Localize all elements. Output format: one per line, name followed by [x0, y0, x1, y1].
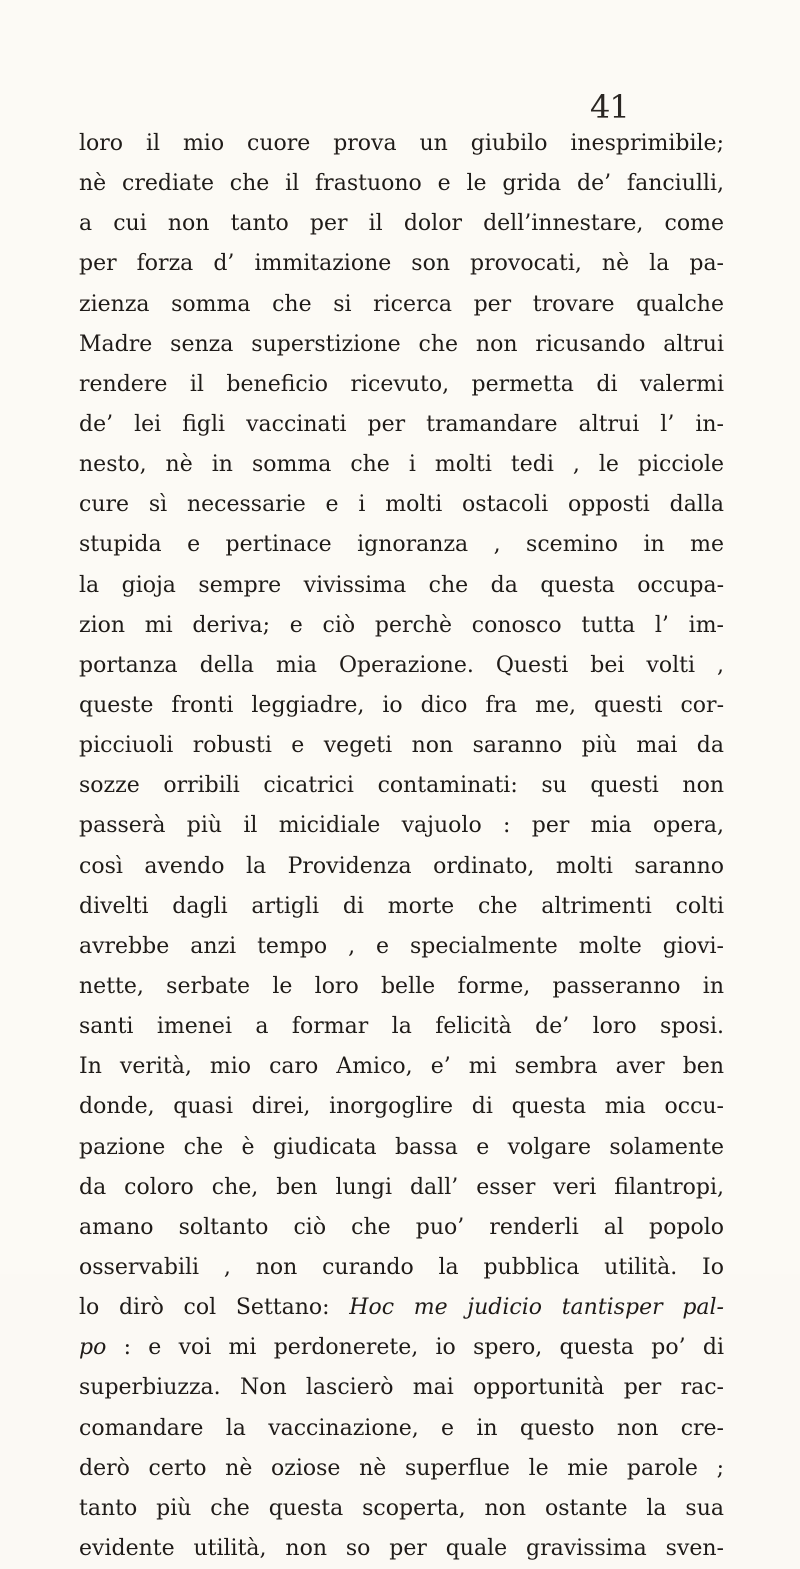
text-line: pazione che è giudicata bassa e volgare solamente: [79, 1134, 724, 1160]
text-line: santi imenei a formar la felicità de’ loro sposi.: [79, 1014, 724, 1040]
page-number: 41: [590, 88, 629, 126]
text-line: sozze orribili cicatrici contaminati: su questi non: [79, 773, 724, 799]
text-line: la gioja sempre vivissima che da questa occupa-: [79, 572, 724, 598]
text-line: tanto più che questa scoperta, non ostante la sua: [79, 1495, 724, 1521]
text-line: rendere il beneficio ricevuto, permetta di valermi: [79, 371, 724, 397]
text-line: picciuoli robusti e vegeti non saranno più mai da: [79, 733, 724, 759]
text-line: cure sì necessarie e i molti ostacoli opposti dalla: [79, 492, 724, 518]
text-line: nesto, nè in somma che i molti tedi , le picciole: [79, 452, 724, 478]
text-line: nette, serbate le loro belle forme, passeranno in: [79, 973, 724, 999]
text-line: evidente utilità, non so per quale gravissima sven-: [79, 1535, 724, 1561]
text-line: loro il mio cuore prova un giubilo inesprimibile;: [79, 131, 724, 156]
text-line: de’ lei figli vaccinati per tramandare altrui l’ in-: [79, 411, 724, 437]
text-line: amano soltanto ciò che puo’ renderli al popolo: [79, 1214, 724, 1240]
latin-quote: Hoc me judicio tantisper pal-: [349, 1295, 724, 1321]
text-line: da coloro che, ben lungi dall’ esser veri filantropi,: [79, 1174, 724, 1200]
text-line: po : e voi mi perdonerete, io spero, questa po’ di: [79, 1335, 724, 1361]
text-line-with-quote: [79, 1288, 724, 1328]
text-line: passerà più il micidiale vajuolo : per mia opera,: [79, 813, 724, 839]
text-line: avrebbe anzi tempo , e specialmente molte giovi-: [79, 933, 724, 959]
text-line: a cui non tanto per il dolor dell’innestare, come: [79, 211, 724, 237]
text-line: queste fronti leggiadre, io dico fra me, questi cor-: [79, 692, 724, 718]
text-line: così avendo la Providenza ordinato, molti saranno: [79, 853, 724, 879]
page-text-body: [79, 124, 724, 1569]
text-line: stupida e pertinace ignoranza , scemino in me: [79, 532, 724, 558]
text-line: portanza della mia Operazione. Questi bei volti ,: [79, 652, 724, 678]
text-line: osservabili , non curando la pubblica utilità. Io: [79, 1254, 724, 1280]
text-line: nè crediate che il frastuono e le grida de’ fanciulli,: [79, 171, 724, 197]
text-line: donde, quasi direi, inorgoglire di questa mia occu-: [79, 1094, 724, 1120]
text-line-segment: lo dirò col Settano:: [79, 1295, 330, 1321]
text-line: per forza d’ immitazione son provocati, nè la pa-: [79, 251, 724, 277]
text-line: superbiuzza. Non lascierò mai opportunità per rac-: [79, 1375, 724, 1401]
latin-quote-end: po: [79, 1335, 107, 1361]
text-line: comandare la vaccinazione, e in questo non cre-: [79, 1415, 724, 1441]
text-line: Madre senza superstizione che non ricusando altrui: [79, 331, 724, 357]
text-line: zienza somma che si ricerca per trovare qualche: [79, 291, 724, 317]
text-line: In verità, mio caro Amico, e’ mi sembra aver ben: [79, 1054, 724, 1080]
text-line: zion mi deriva; e ciò perchè conosco tutta l’ im-: [79, 612, 724, 638]
text-line: derò certo nè oziose nè superflue le mie parole ;: [79, 1455, 724, 1481]
text-line: divelti dagli artigli di morte che altrimenti colti: [79, 893, 724, 919]
